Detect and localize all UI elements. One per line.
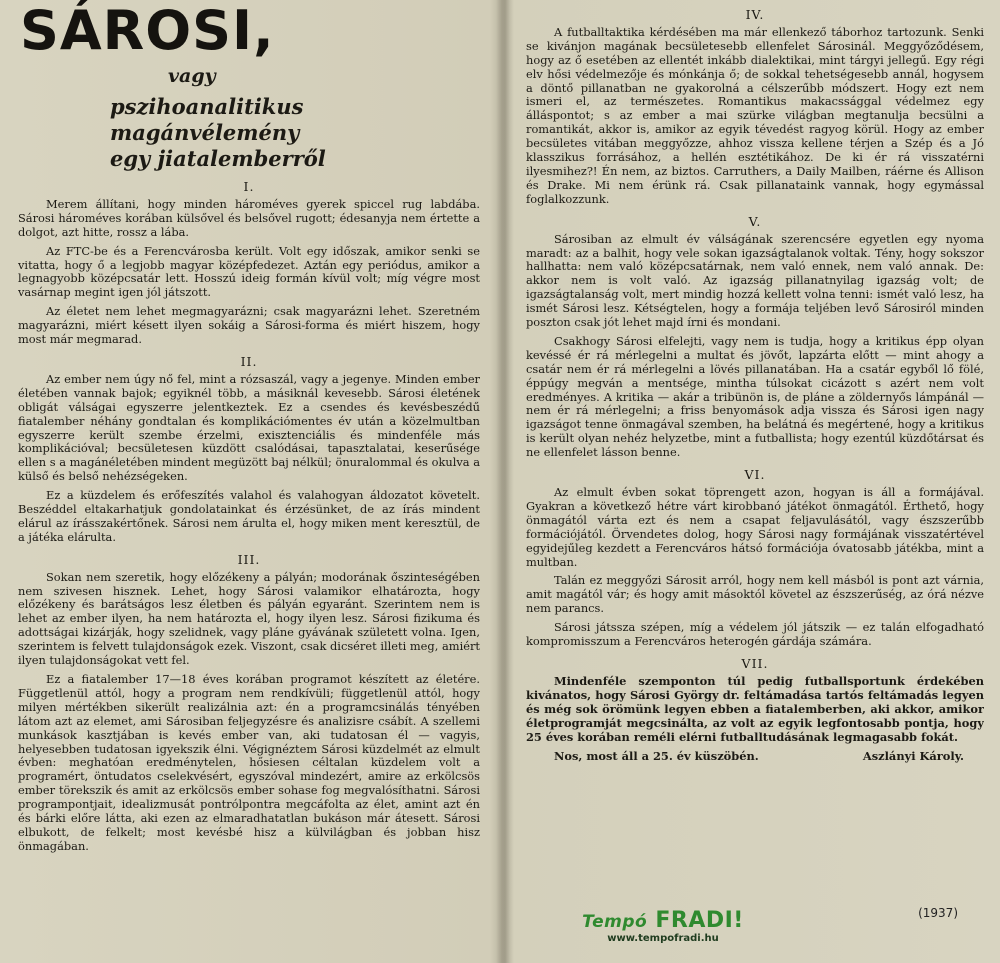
section-heading-7: VII.: [741, 655, 769, 671]
section-heading-6: VI.: [744, 467, 766, 483]
paragraph: Csakhogy Sárosi elfelejti, vagy nem is tudja, hogy a kritikus épp olyan kevéssé ér rá mérlegelni a multat és jövőt, lapzárta előtt — mint ahogy a csatár nem ér rá mérlegelni a lövés pillanatában. Ha a csatár egyből lő fölé, éppúgy megván a mentsége, mintha túlsokat cicázott s azért nem volt eredményes. A kritika — akár a tribünön is, de pláne a zöldernyős lámpánál — nem ér rá mérlegelni; a friss benyomások adja vissza és Sárosi igen nagy igazságot tenne önmagával szemben, ha belátná és megértené, hogy a kritikus is került olyan nehéz helyzetbe, mint a futballista; hogy ezentúl küzdőtársat és ne ellenfelet lásson benne.: [526, 333, 984, 460]
signature-line: [526, 750, 984, 764]
tempofradi-logo: [573, 908, 753, 952]
paragraph: Sárosiban az elmult év válságának szerencsére egyetlen egy nyoma maradt: az a balhit, hogy vele sokan igazságtalanok voltak. Tény, hogy sokszor hallhatta: nem való középcsatárnak, nem való ennek, nem való annak. De: akkor nem is volt való. Az igazság pillanatnyilag igazság volt; de igazságtalanság volt, mert mindig hozzá kellett volna tenni: ismét való lesz, ha ismét Sárosi lesz. Kétségtelen, hogy a formája teljében levő Sárosiról minden poszton csak jót lehet majd írni és mondani.: [526, 231, 984, 330]
section-heading-5: V.: [748, 213, 762, 229]
section-heading-3: III.: [237, 551, 261, 567]
paragraph: Ez a küzdelem és erőfeszítés valahol és valahogyan áldozatot követelt. Beszéddel eltakarhatjuk gondolatainkat és érzésünket, de az írás mindent elárul az írásszakértőnek. Sárosi nem árulta el, hogy miken ment keresztül, de a játéka elárulta.: [18, 488, 480, 544]
article-headline: SÁROSI,: [20, 0, 275, 62]
section-heading-4: IV.: [745, 8, 765, 22]
author-name: Aszlányi Károly.: [862, 749, 964, 764]
paragraph: Mindenféle szemponton túl pedig futballsportunk érdekében kivánatos, hogy Sárosi György dr. feltámadása tartós feltámadás legyen és még sok örömünk legyen ebben a fiatalemberben, aki akkor, amikor életprogramját megcsinálta, az volt az egyik legfontosabb pontja, hogy 25 éves korában reméli elérni futballtudásának legmagasabb fokát.: [526, 673, 984, 744]
paragraph: Merem állítani, hogy minden hároméves gyerek spiccel rug labdába. Sárosi hároméves korában külsővel és belsővel rugott; édesanyja nem értette a dolgot, azt hitte, rossz a lába.: [18, 196, 480, 239]
paragraph: Az ember nem úgy nő fel, mint a rózsaszál, vagy a jegenye. Minden ember életében vannak bajok; egyiknél több, a másiknál kevesebb. Sárosi életének obligát válságai egyszerre jelentkeztek. Ez a csendes és kevésbeszédű fiatalember néhány gondtalan és komplikációmentes év után a közelmultban egyszerre került szembe érzelmi, exisztenciális és mindenféle más komplikációval; becsületesen küzdött csalódásai, tapasztalatai, keserűsége ellen s a magánéletében mindent megüzött baj nélkül; önuralommal és okulva a külső és belső nehézségeken.: [18, 371, 480, 484]
article-subtitle-line1: pszihoanalitikus magánvélemény: [110, 94, 304, 145]
article-subtitle-line2: egy jiatalemberről: [110, 146, 326, 171]
paragraph: Az elmult évben sokat töprengett azon, hogyan is áll a formájával. Gyakran a következő hétre várt kirobbanó játékot önmagától. Érthető, hogy önmagától várta ezt és nem a csapat feljavulásától, vagy észszerűbb formációjától. Örvendetes dolog, hogy Sárosi nagy formájának visszatértével egyidejűleg kezdett a Ferencváros hátsó formációja óvatosabb játékba, mint a multban.: [526, 485, 984, 569]
paragraph: Ez a fiatalember 17—18 éves korában programot készített az életére. Függetlenül attól, hogy a program nem rendkívüli; függetlenül attól, hogy milyen mértékben sikerült realizálnia azt: én a programcsinálás tényében látom azt az elemet, ami Sárosiban feljegyzésre és analizisre csábít. A szellemi munkások kasztjában is kevés ember van, aki tudatosan él — vagyis, helyesebben tudatosan igyekszik élni. Végignéztem Sárosi küzdelmét az elmult évben: meghatóan eredménytelen, hősiesen céltalan küzdelem volt a programért, öntudatos cselekvésért, egyszóval mindezért, amire az erkölcsös ember törekszik és amit az erkölcsös ember sohase fog megvalósíthatni. Sárosi programpontjait, idealizmusát pontrólpontra megcáfolta az élet, amint azt én és bárki előre látta, aki ezen az elmaradhatatlan bukáson már átesett. Sárosi elbukott, de felkelt; most kevésbé hisz a külvilágban és jobban hisz önmagában.: [18, 672, 480, 853]
publication-year: (1937): [918, 906, 958, 920]
paragraph: Sokan nem szeretik, hogy előzékeny a pályán; modorának őszinteségében nem szivesen hisznek. Lehet, hogy Sárosi valamikor elhatározta, hogy előzékeny és barátságos lesz életben és pályán egyaránt. Szerintem nem is lehet az ember ilyen, ha nem határozta el, hogy ilyen lesz. Sárosi fizikuma és adottságai kizárják, hogy szelidnek, vagy pláne gyávának született volna. Igen, szerintem is felvett tulajdonságok ezek. Viszont, csak dicséret illeti meg, amiért ilyen tulajdonságokat vett fel.: [18, 569, 480, 668]
paragraph: Talán ez meggyőzi Sárosit arról, hogy nem kell másból is pont azt várnia, amit magától vár; és hogy amit másoktól követel az észszerűség, az órá nézve nem parancs.: [526, 573, 984, 616]
logo-tempo-text: Tempó: [582, 912, 648, 932]
section-heading-2: II.: [240, 353, 258, 369]
headline-vagy: vagy: [168, 65, 216, 87]
paragraph: Sárosi játssza szépen, míg a védelem jól játszik — ez talán elfogadható kompromisszum a Ferencváros heterogén gárdája számára.: [526, 620, 984, 649]
paragraph: Az életet nem lehet megmagyarázni; csak magyarázni lehet. Szeretném magyarázni, miért késett ilyen sokáig a Sárosi-forma és miért hiszem, hogy most már megmarad.: [18, 304, 480, 347]
closing-sentence: Nos, most áll a 25. év küszöbén.: [554, 749, 759, 764]
paragraph: Az FTC-be és a Ferencvárosba került. Volt egy időszak, amikor senki se vitatta, hogy ő a legjobb magyar középfedezet. Aztán egy periódus, amikor a legnagyobb középcsatár lett. Hosszú ideig formán kívül volt; míg végre most vasárnap megint igen jól játszott.: [18, 243, 480, 300]
page-fold: [496, 0, 514, 963]
right-column: [526, 8, 984, 963]
paragraph: A futballtaktika kérdésében ma már ellenkező táborhoz tartozunk. Senki se kivánjon magának becsületesebb ellenfelet Sárosinál. Meggyőződésem, hogy az ő esetében az ellentét inkább dialektikai, mint tárgyi jellegű. Egy régi elv hősi védelmezője és mónkánja ő; de sokkal tehetségesebb annál, hogysem a döntő pillanatban ne gyakorolná a célszerűbb módszert. Hogy ezt nem ismeri el, az természetes. Romantikus makacssággal védelmez egy álláspontot; s az ember a mai szürke világban megtanulja becsülni a romantikát, akkor is, amikor az egyik tévedést ragyog körül. Hogy az ember becsületes vitában meggyőzze, ahhoz vissza kellene térjen a Szép és a Jó klasszikus forrásához, a hellén esztétikához. De ki ér rá visszatérni ilyesmihez?! Én nem, az biztos. Carruthers, a Daily Mailben, ráérne és Allison és Drake. Mi nem érünk rá. Csak pillanataink vannak, hogy egymással foglalkozzunk.: [526, 24, 984, 206]
logo-url: www.tempofradi.hu: [607, 933, 719, 944]
logo-brand: [573, 908, 753, 933]
section-heading-1: I.: [243, 179, 255, 194]
left-column: [18, 0, 480, 963]
logo-fradi-text: FRADI!: [655, 908, 744, 933]
